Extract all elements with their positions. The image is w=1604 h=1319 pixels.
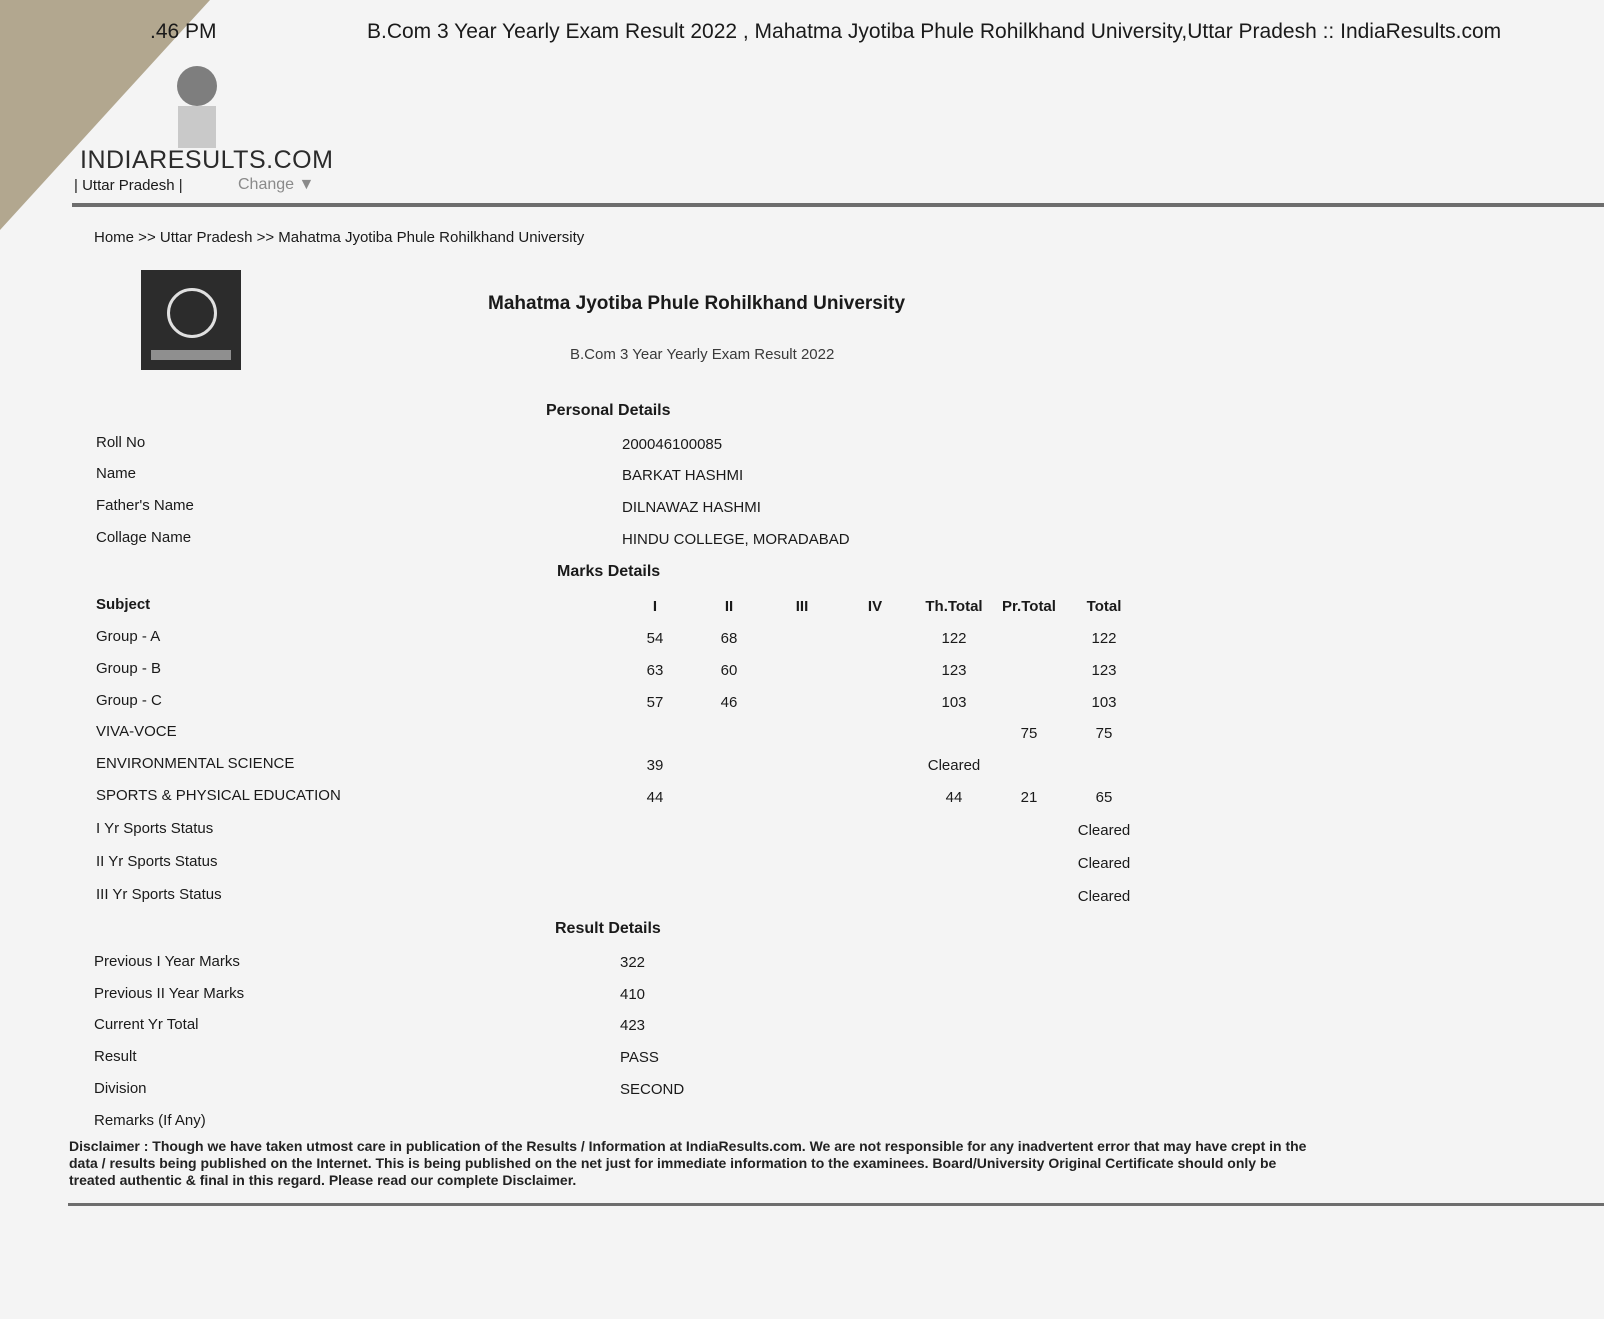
result-value: 410 — [620, 986, 646, 1003]
print-time: .46 PM — [150, 20, 217, 43]
marks-cell: 39 — [646, 757, 664, 774]
marks-subject: III Yr Sports Status — [96, 886, 222, 903]
personal-label: Collage Name — [96, 529, 192, 546]
marks-cell: Cleared — [1077, 855, 1131, 872]
footer-divider — [68, 1203, 1604, 1206]
marks-cell: 65 — [1095, 789, 1113, 806]
crest-wheel-icon — [167, 288, 217, 338]
marks-cell: 122 — [941, 630, 967, 647]
result-value: 423 — [620, 1017, 646, 1034]
result-details-heading: Result Details — [555, 920, 661, 937]
personal-details-heading: Personal Details — [546, 402, 671, 419]
result-value: SECOND — [620, 1081, 685, 1098]
result-label: Remarks (If Any) — [94, 1112, 206, 1129]
marks-cell: 103 — [941, 694, 967, 711]
personal-value: BARKAT HASHMI — [622, 467, 744, 484]
personal-value: 200046100085 — [622, 436, 723, 453]
marks-cell: 46 — [720, 694, 738, 711]
marks-cell: 75 — [1020, 725, 1038, 742]
site-logo[interactable]: INDIARESULTS.COM — [80, 146, 334, 174]
change-state-link[interactable]: Change ▼ — [238, 176, 315, 193]
marks-cell: Cleared — [1077, 822, 1131, 839]
marks-cell: 123 — [941, 662, 967, 679]
marks-cell: Cleared — [927, 757, 981, 774]
marks-cell: 44 — [646, 789, 664, 806]
marks-cell: 57 — [646, 694, 664, 711]
personal-label: Name — [96, 465, 137, 482]
personal-value: DILNAWAZ HASHMI — [622, 499, 761, 516]
personal-label: Father's Name — [96, 497, 194, 514]
marks-subject: II Yr Sports Status — [96, 853, 218, 870]
marks-cell: 54 — [646, 630, 664, 647]
marks-subject: I Yr Sports Status — [96, 820, 214, 837]
marks-cell: 60 — [720, 662, 738, 679]
result-label: Result — [94, 1048, 137, 1065]
marks-subject: Group - A — [96, 628, 161, 645]
university-crest-icon — [141, 270, 241, 370]
header-divider — [72, 203, 1604, 207]
marks-cell: 75 — [1095, 725, 1113, 742]
marks-cell: 68 — [720, 630, 738, 647]
disclaimer-link[interactable]: Disclaimer. — [502, 1172, 577, 1188]
marks-cell: 63 — [646, 662, 664, 679]
personal-value: HINDU COLLEGE, MORADABAD — [622, 531, 850, 548]
marks-header-cell: III — [795, 598, 809, 615]
marks-cell: 44 — [945, 789, 963, 806]
marks-header-cell: Total — [1086, 598, 1122, 615]
result-value: PASS — [620, 1049, 659, 1066]
personal-label: Roll No — [96, 434, 146, 451]
marks-cell: 21 — [1020, 789, 1038, 806]
university-name: Mahatma Jyotiba Phule Rohilkhand University — [488, 293, 906, 314]
breadcrumb[interactable]: Home >> Uttar Pradesh >> Mahatma Jyotiba Phule Rohilkhand University — [94, 229, 585, 246]
marks-header-cell: IV — [867, 598, 883, 615]
marks-header-subject: Subject — [96, 596, 151, 613]
marks-header-cell: Pr.Total — [1002, 598, 1056, 615]
marks-subject: VIVA-VOCE — [96, 723, 177, 740]
exam-title: B.Com 3 Year Yearly Exam Result 2022 — [570, 346, 835, 363]
marks-cell: 122 — [1091, 630, 1117, 647]
marks-details-heading: Marks Details — [557, 563, 661, 580]
marks-subject: SPORTS & PHYSICAL EDUCATION — [96, 787, 341, 804]
indiaresults-logo-icon[interactable] — [177, 66, 217, 106]
disclaimer-text: Disclaimer : Though we have taken utmost care in publication of the Results / Information at IndiaResults.com. We are not responsible for any inadvertent error that may have crept in the data / results being published on the Internet. This is being published on the net just for immediate information to the examinees. Board/University Original Certificate should only be treated authentic & final in this regard. Please read our complete — [69, 1138, 1307, 1188]
result-label: Previous II Year Marks — [94, 985, 245, 1002]
marks-subject: Group - B — [96, 660, 162, 677]
result-label: Previous I Year Marks — [94, 953, 240, 970]
marks-subject: ENVIRONMENTAL SCIENCE — [96, 755, 295, 772]
marks-subject: Group - C — [96, 692, 162, 709]
marks-cell: 123 — [1091, 662, 1117, 679]
state-label: | Uttar Pradesh | — [74, 177, 183, 194]
page-title: B.Com 3 Year Yearly Exam Result 2022 , Mahatma Jyotiba Phule Rohilkhand University,Uttar Pradesh :: IndiaResults.com — [367, 20, 1502, 43]
marks-cell: Cleared — [1077, 888, 1131, 905]
marks-header-cell: II — [724, 598, 734, 615]
indiaresults-logo-stem — [178, 106, 216, 148]
result-label: Current Yr Total — [94, 1016, 199, 1033]
marks-header-cell: Th.Total — [925, 598, 983, 615]
result-label: Division — [94, 1080, 147, 1097]
disclaimer — [69, 1138, 1309, 1189]
marks-cell: 103 — [1091, 694, 1117, 711]
crest-band — [151, 350, 231, 360]
result-value: 322 — [620, 954, 646, 971]
marks-header-cell: I — [652, 598, 658, 615]
